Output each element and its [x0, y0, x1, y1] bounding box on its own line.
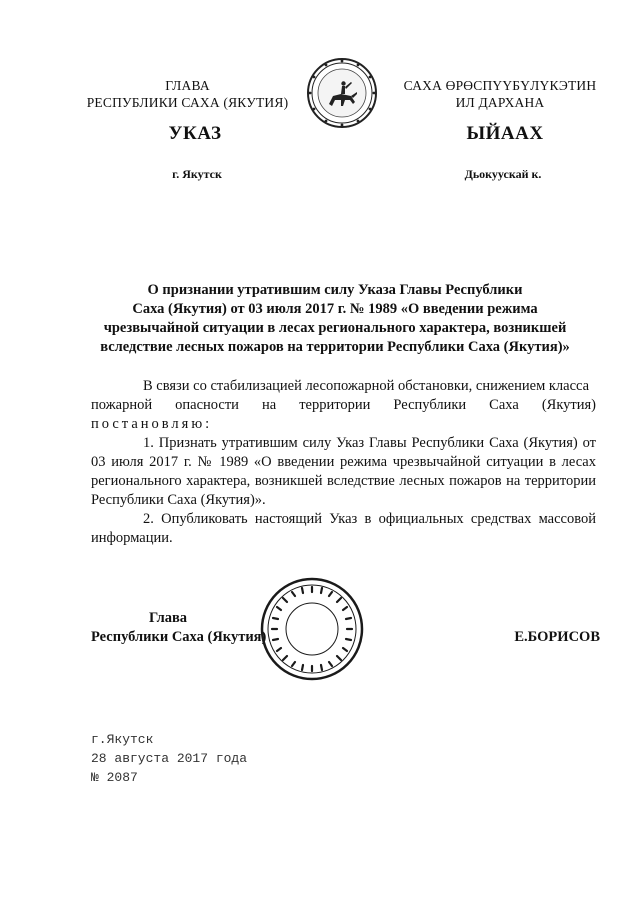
title-line-2: Саха (Якутия) от 03 июля 2017 г. № 1989 «О введении режима [132, 301, 538, 317]
header-right-line1: САХА ӨРӨСПҮҮБҮЛҮКЭТИН [403, 78, 597, 93]
signatory-name: Е.БОРИСОВ [514, 629, 600, 645]
registration-date: 28 августа 2017 года [91, 751, 248, 766]
decree-item-2: 2. Опубликовать настоящий Указ в официальных средствах массовой информации. [91, 511, 596, 546]
city-right: Дьокуускай к. [464, 167, 542, 181]
city-left: г. Якутск [172, 167, 222, 181]
decree-word: постановляю: [91, 416, 213, 432]
title-line-4: вследствие лесных пожаров на территории Республики Саха (Якутия)» [100, 339, 570, 355]
document-body [91, 377, 596, 548]
signatory-title: Глава [149, 610, 188, 626]
document-title [80, 281, 590, 357]
title-line-1: О признании утратившим силу Указа Главы Республики [147, 282, 523, 298]
signatory-republic: Республики Саха (Якутия) [91, 629, 267, 645]
doc-type-right: ЫЙААХ [466, 123, 544, 144]
header-right-authority [395, 77, 605, 111]
title-line-3: чрезвычайной ситуации в лесах регионального характера, возникшей [103, 320, 567, 336]
preamble-line-1: В связи со стабилизацией лесопожарной обстановки, снижением класса [143, 378, 590, 394]
document-registration [91, 730, 247, 787]
preamble-line-2: пожарной опасности на территории Республики Саха (Якутия) [91, 397, 596, 413]
decree-item-1: 1. Признать утратившим силу Указ Главы Республики Саха (Якутия) от 03 июля 2017 г. № 1989 «О введении режима чрезвычайной ситуации в лесах регионального характера, возникшей вследствие лесных пожаров на территории Республики Саха (Якутия)». [91, 435, 596, 508]
header-left-authority [70, 77, 305, 111]
registration-city: г.Якутск [91, 732, 154, 747]
header-left-line1: ГЛАВА [165, 78, 210, 93]
doc-type-left: УКАЗ [168, 123, 222, 144]
coat-of-arms-icon [305, 56, 379, 130]
registration-number: № 2087 [91, 770, 138, 785]
header-left-line2: РЕСПУБЛИКИ САХА (ЯКУТИЯ) [86, 95, 289, 110]
header-right-line2: ИЛ ДАРХАНА [455, 95, 545, 110]
official-seal-icon [258, 575, 366, 683]
